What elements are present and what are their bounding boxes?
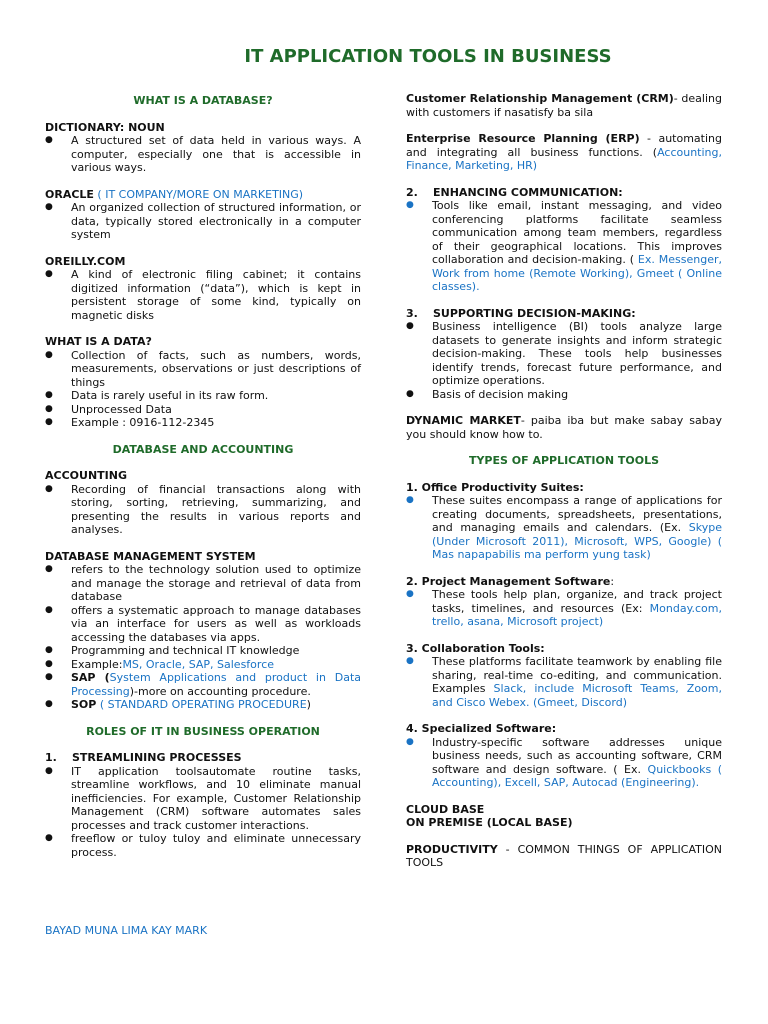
list-item: ● Industry-specific software addresses unique business needs, such as accounting software, CRM software and design software. ( Ex. Quickbooks ( Accounting), Excell, SAP, Autocad (Engineering). [406, 736, 722, 790]
oracle-block [45, 188, 361, 242]
streamlining-block [45, 751, 361, 859]
list-item: ● freeflow or tuloy tuloy and eliminate unnecessary process. [45, 832, 361, 859]
what-is-data-heading: WHAT IS A DATA? [45, 335, 152, 348]
list-item: ● Collection of facts, such as numbers, words, measurements, observations or just descriptions of things [45, 349, 361, 390]
office-block [406, 481, 722, 562]
collab-heading: 3. Collaboration Tools: [406, 641, 545, 655]
section-heading-roles: ROLES OF IT IN BUSINESS OPERATION [86, 724, 320, 738]
list-item: ● These suites encompass a range of applications for creating documents, spreadsheets, presentations, and managing emails and calendars. (Ex. Skype (Under Microsoft 2011), Microsoft, WPS, Google) ( Mas napapabilis ma perform yung task) [406, 494, 722, 562]
list-item: ● Example : 0916-112-2345 [45, 416, 361, 430]
crm-paragraph: Customer Relationship Management (CRM)- dealing with customers if nasatisfy ba sila [406, 92, 722, 119]
on-premise-heading: ON PREMISE (LOCAL BASE) [406, 816, 573, 829]
list-item-example: ● Example:MS, Oracle, SAP, Salesforce [45, 658, 361, 672]
erp-paragraph: Enterprise Resource Planning (ERP) - automating and integrating all business functions. (Accounting, Finance, Marketing, HR) [406, 132, 722, 172]
communication-heading: 2. ENHANCING COMMUNICATION: [406, 185, 623, 199]
streamlining-heading: 1. STREAMLINING PROCESSES [45, 751, 242, 764]
list-item: ● These tools help plan, organize, and track project tasks, timelines, and resources (Ex: Monday.com, trello, asana, Microsoft project) [406, 588, 722, 629]
cloud-block [406, 803, 722, 830]
section-heading-database-accounting: DATABASE AND ACCOUNTING [112, 442, 294, 456]
dbms-heading: DATABASE MANAGEMENT SYSTEM [45, 549, 256, 563]
right-column [406, 92, 722, 883]
left-column [45, 92, 361, 872]
accounting-heading: ACCOUNTING [45, 469, 127, 482]
decision-block [406, 307, 722, 402]
footer-note: BAYAD MUNA LIMA KAY MARK [45, 924, 208, 937]
list-item: ● Data is rarely useful in its raw form. [45, 389, 361, 403]
list-item: ● A structured set of data held in various ways. A computer, especially one that is accessible in various ways. [45, 134, 361, 175]
list-item: ● Recording of financial transactions along with storing, sorting, retrieving, summarizing, and presenting the results in various reports and analyses. [45, 483, 361, 537]
productivity-paragraph: PRODUCTIVITY - COMMON THINGS OF APPLICATION TOOLS [406, 842, 722, 869]
list-item: ● Basis of decision making [406, 388, 722, 402]
list-item: ● Business intelligence (BI) tools analyze large datasets to generate insights and inform strategic decision-making. These tools help businesses identify trends, forecast future performance, and optimize operations. [406, 320, 722, 388]
oreilly-block [45, 255, 361, 323]
list-item: ● offers a systematic approach to manage databases via an interface for users as well as workloads accessing the databases via apps. [45, 604, 361, 645]
office-heading: 1. Office Productivity Suites: [406, 480, 584, 494]
what-is-data-block [45, 335, 361, 430]
list-item: ● An organized collection of structured information, or data, typically stored electronically in a computer system [45, 201, 361, 242]
oracle-note: ( IT COMPANY/MORE ON MARKETING) [93, 187, 304, 201]
list-item-sap: ● SAP (System Applications and product in Data Processing)-more on accounting procedure. [45, 671, 361, 698]
specialized-heading: 4. Specialized Software: [406, 722, 557, 735]
list-item: ● IT application toolsautomate routine tasks, streamline workflows, and 10 eliminate manual inefficiencies. For example, Customer Relationship Management (CRM) software automates sales processes and track customer interactions. [45, 765, 361, 833]
list-item: ● A kind of electronic filing cabinet; it contains digitized information (“data”), which is kept in persistent storage of some kind, typically on magnetic disks [45, 268, 361, 322]
communication-block [406, 186, 722, 294]
list-item-sop: ● SOP ( STANDARD OPERATING PROCEDURE) [45, 698, 361, 712]
dictionary-block [45, 121, 361, 175]
collab-block [406, 642, 722, 710]
decision-heading: 3. SUPPORTING DECISION-MAKING: [406, 306, 636, 320]
section-heading-types: TYPES OF APPLICATION TOOLS [468, 454, 660, 467]
dynamic-market-paragraph: DYNAMIC MARKET- paiba iba but make sabay sabay you should know how to. [406, 414, 722, 441]
section-heading-what-is-database: WHAT IS A DATABASE? [133, 94, 273, 107]
cloud-base-heading: CLOUD BASE [406, 802, 485, 816]
dictionary-heading: DICTIONARY: NOUN [45, 120, 165, 134]
list-item: ● Programming and technical IT knowledge [45, 644, 361, 658]
list-item: ● refers to the technology solution used to optimize and manage the storage and retrieval of data from database [45, 563, 361, 604]
oreilly-heading: OREILLY.COM [45, 254, 126, 268]
document-title: IT APPLICATION TOOLS IN BUSINESS [244, 46, 612, 67]
list-item: ● Unprocessed Data [45, 403, 361, 417]
list-item: ● These platforms facilitate teamwork by enabling file sharing, real-time co-editing, and communication. Examples Slack, include Microsoft Teams, Zoom, and Cisco Webex. (Gmeet, Discord) [406, 655, 722, 709]
specialized-block [406, 722, 722, 790]
oracle-heading: ORACLE [45, 187, 94, 201]
dbms-block [45, 550, 361, 712]
accounting-block [45, 469, 361, 537]
project-block [406, 575, 722, 629]
project-heading: 2. Project Management Software: [406, 574, 615, 588]
list-item: ● Tools like email, instant messaging, and video conferencing platforms facilitate seamless communication among team members, regardless of their geographical locations. This improves collaboration and decision-making. ( Ex. Messenger, Work from home (Remote Working), Gmeet ( Online classes). [406, 199, 722, 294]
